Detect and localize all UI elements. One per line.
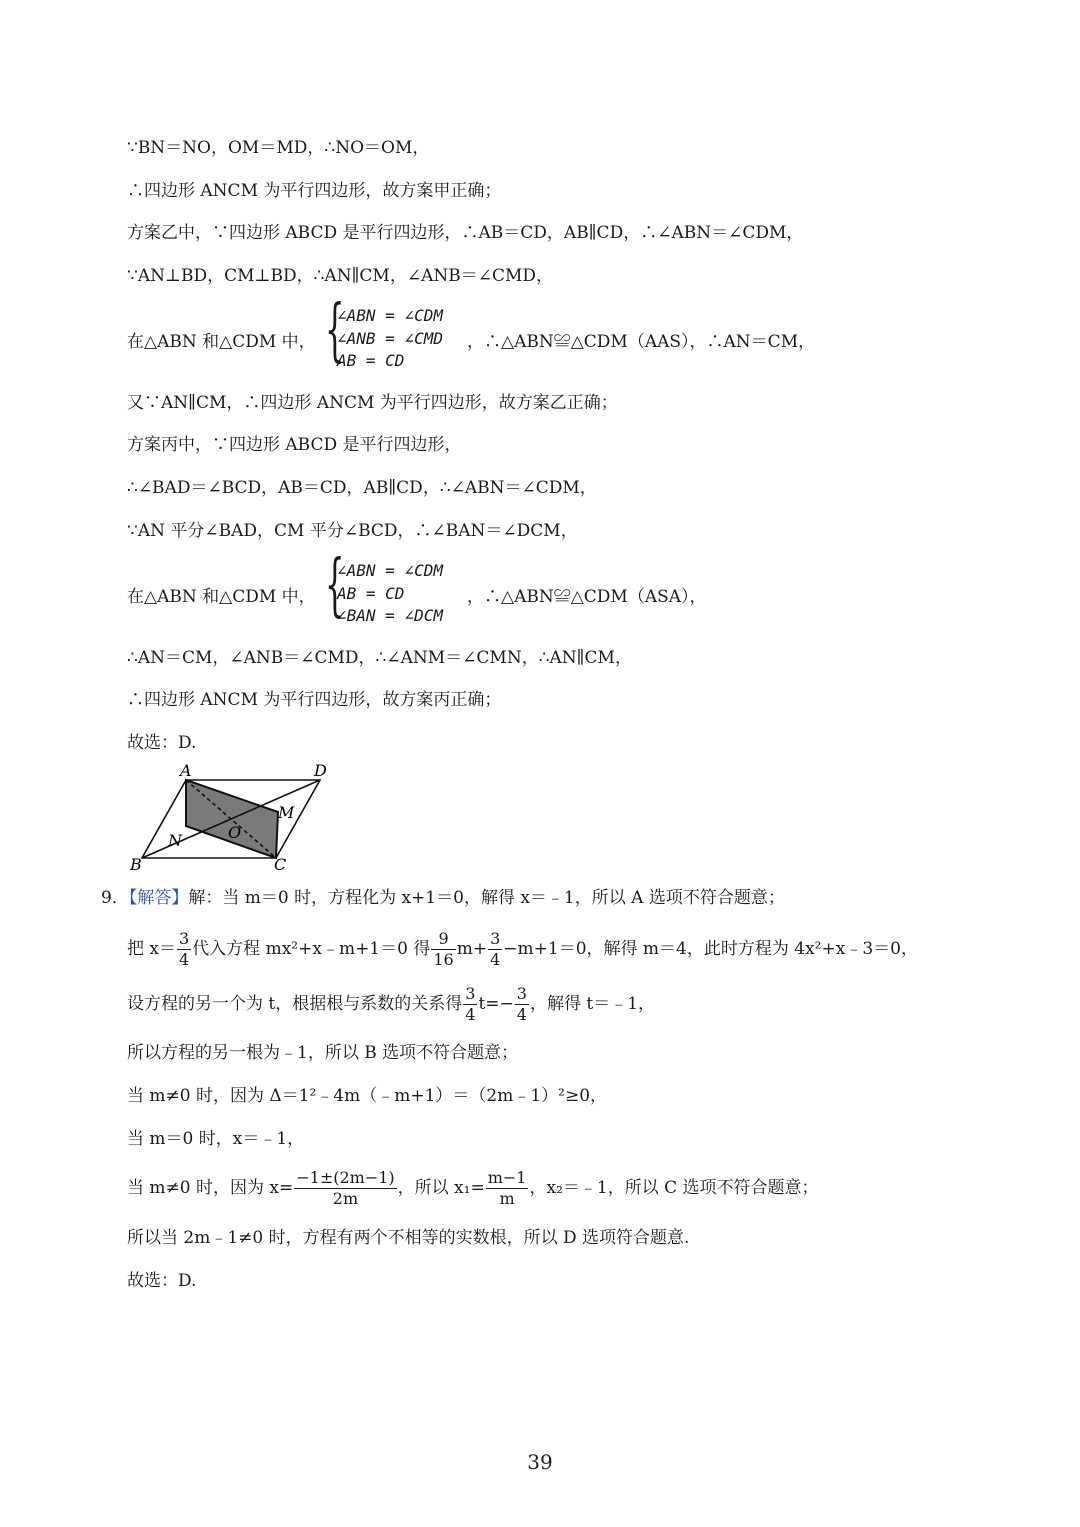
text-line: ∴四边形 ANCM 为平行四边形，故方案甲正确； <box>127 181 502 201</box>
system-row: AB = CD <box>337 583 405 603</box>
system-row: ∠BAN = ∠DCM <box>337 606 443 625</box>
q9-text: 解：当 m＝0 时，方程化为 x+1＝0，解得 x＝﹣1，所以 A 选项不符合题意； <box>188 888 785 908</box>
system-tail-text: ，∴△ABN≌△CDM（ASA）， <box>467 587 707 607</box>
text-run: 代入方程 mx²+x﹣m+1＝0 得 <box>192 939 431 959</box>
system-row: ∠ABN = ∠CDM <box>337 561 443 580</box>
text-line: 故选：D. <box>127 1271 197 1291</box>
denominator: 4 <box>490 950 501 969</box>
text-run: −m+1＝0，解得 m＝4，此时方程为 4x²+x﹣3＝0， <box>503 939 918 959</box>
numerator: m−1 <box>487 1168 527 1187</box>
denominator: 4 <box>179 950 190 969</box>
fraction <box>463 984 477 1025</box>
text-line: 方案乙中，∵四边形 ABCD 是平行四边形，∴AB＝CD，AB∥CD，∴∠ABN＝∠CDM， <box>127 223 804 243</box>
text-line: ∴∠BAD＝∠BCD，AB＝CD，AB∥CD，∴∠ABN＝∠CDM， <box>127 478 597 498</box>
text-line: ∴四边形 ANCM 为平行四边形，故方案丙正确； <box>127 690 502 710</box>
system-lead-text: 在△ABN 和△CDM 中， <box>127 587 316 607</box>
system-rows <box>337 305 443 373</box>
fraction <box>431 929 455 970</box>
text-line: 当 m≠0 时，因为 Δ＝1²﹣4m（﹣m+1）＝（2m﹣1）²≥0， <box>127 1086 608 1106</box>
numerator: 3 <box>516 984 527 1003</box>
label-m: M <box>278 803 295 822</box>
left-brace: { <box>325 291 345 370</box>
q9-vieta-line <box>127 983 655 1025</box>
text-run: ，x₂＝﹣1，所以 C 选项不符合题意； <box>529 1178 819 1198</box>
numerator: 3 <box>179 929 190 948</box>
label-d: D <box>314 762 327 780</box>
system-row: ∠ABN = ∠CDM <box>337 306 443 325</box>
numerator: −1±(2m−1) <box>296 1168 395 1187</box>
text-line: ∴AN＝CM，∠ANB＝∠CMD，∴∠ANM＝∠CMN，∴AN∥CM， <box>127 648 632 668</box>
text-line: 所以当 2m﹣1≠0 时，方程有两个不相等的实数根，所以 D 选项符合题意. <box>127 1228 690 1248</box>
text-run: 设方程的另一个为 t，根据根与系数的关系得 <box>127 994 463 1014</box>
text-line: 故选：D. <box>127 733 197 753</box>
equation-system-asa <box>127 546 847 630</box>
text-line: 又∵AN∥CM，∴四边形 ANCM 为平行四边形，故方案乙正确； <box>127 393 618 413</box>
text-line: ∵BN＝NO，OM＝MD，∴NO＝OM， <box>127 138 430 158</box>
system-tail-text: ，∴△ABN≌△CDM（AAS），∴AN＝CM， <box>467 332 816 352</box>
equation-system-aas <box>127 291 847 375</box>
system-lead-text: 在△ABN 和△CDM 中， <box>127 332 316 352</box>
denominator: m <box>499 1189 515 1208</box>
fraction <box>488 929 502 970</box>
question-number: 9． <box>101 888 129 908</box>
fraction <box>294 1168 396 1209</box>
label-n: N <box>168 831 182 850</box>
text-run: 当 m≠0 时，因为 x= <box>127 1178 294 1198</box>
system-row: AB = CD <box>337 351 405 370</box>
q9-header-line <box>101 886 785 910</box>
text-run: ，解得 t＝﹣1， <box>529 994 656 1014</box>
text-line: 所以方程的另一根为﹣1，所以 B 选项不符合题意； <box>127 1043 519 1063</box>
system-row: ∠ANB = ∠CMD <box>337 328 443 348</box>
text-line: 当 m＝0 时，x＝﹣1， <box>127 1129 305 1149</box>
label-c: C <box>274 855 287 874</box>
denominator: 16 <box>433 950 454 969</box>
text-line: ∵AN⊥BD，CM⊥BD，∴AN∥CM，∠ANB＝∠CMD， <box>127 266 554 286</box>
left-brace: { <box>325 546 345 625</box>
text-run: ，所以 x₁= <box>397 1178 485 1198</box>
fraction <box>515 984 529 1025</box>
label-b: B <box>130 855 142 874</box>
page-number: 39 <box>527 1450 553 1474</box>
text-line: ∵AN 平分∠BAD，CM 平分∠BCD，∴∠BAN＝∠DCM， <box>127 521 578 541</box>
answer-tag: 【解答】 <box>128 888 189 908</box>
numerator: 3 <box>465 984 476 1003</box>
numerator: 3 <box>490 929 501 948</box>
parallelogram-figure <box>128 762 338 874</box>
label-a: A <box>180 762 192 780</box>
q9-substitution-line <box>127 928 918 970</box>
fraction <box>486 1168 529 1209</box>
text-run: m+ <box>456 939 488 959</box>
system-rows <box>337 560 443 628</box>
denominator: 4 <box>465 1005 476 1024</box>
label-o: O <box>228 823 242 842</box>
denominator: 4 <box>516 1005 527 1024</box>
text-run: t=− <box>478 994 514 1014</box>
text-run: 把 x＝ <box>127 939 176 959</box>
fraction <box>177 929 191 970</box>
q9-root-formula-line <box>127 1167 819 1209</box>
denominator: 2m <box>332 1189 359 1208</box>
numerator: 9 <box>431 929 455 950</box>
text-line: 方案丙中，∵四边形 ABCD 是平行四边形， <box>127 435 462 455</box>
